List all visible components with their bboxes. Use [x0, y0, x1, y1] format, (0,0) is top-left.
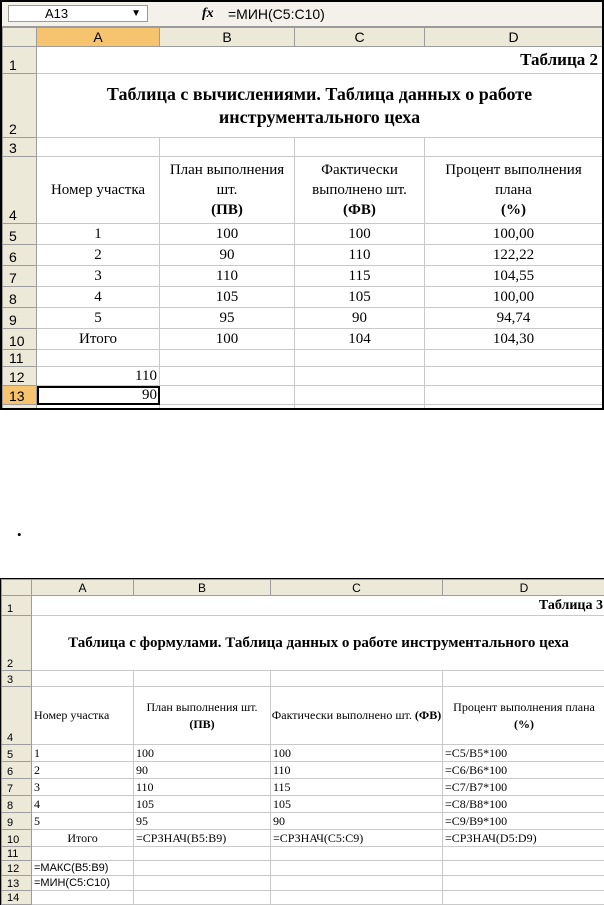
cell[interactable]: 105: [271, 796, 443, 813]
table-row: [3, 245, 603, 266]
column-header-c[interactable]: C: [295, 28, 425, 47]
cell[interactable]: [32, 847, 134, 861]
cell[interactable]: [295, 405, 425, 411]
row-header[interactable]: 8: [2, 796, 32, 813]
column-header-a[interactable]: A: [37, 28, 160, 47]
cell[interactable]: [425, 386, 603, 405]
row-header-11[interactable]: 11: [2, 847, 32, 861]
cell[interactable]: =C6/B6*100: [443, 762, 604, 779]
cell[interactable]: [295, 138, 425, 157]
cell[interactable]: =СРЗНАЧ(C5:C9): [271, 830, 443, 847]
cell[interactable]: [425, 138, 603, 157]
cell[interactable]: [160, 367, 295, 386]
cell[interactable]: 110: [295, 245, 425, 266]
table-row: [2, 745, 604, 762]
cell[interactable]: 90: [295, 308, 425, 329]
cell[interactable]: [443, 861, 604, 876]
row-header[interactable]: 9: [3, 308, 37, 329]
list-bullet: •: [17, 527, 22, 542]
cell[interactable]: [443, 876, 604, 891]
cell[interactable]: 100: [160, 329, 295, 350]
cell[interactable]: 90: [160, 245, 295, 266]
spreadsheet-formulas: [0, 578, 604, 905]
cell[interactable]: 3: [32, 779, 134, 796]
cell[interactable]: [37, 138, 160, 157]
header-percent-abbr: (%): [501, 202, 526, 218]
header-actual-text: Фактически выполнено шт.: [312, 162, 407, 198]
row-header-3[interactable]: 3: [2, 671, 32, 687]
table-row: [3, 329, 603, 350]
cell[interactable]: [271, 876, 443, 891]
cell[interactable]: 122,22: [425, 245, 603, 266]
cell[interactable]: [295, 350, 425, 367]
cell[interactable]: 104,30: [425, 329, 603, 350]
header-plan-abbr: (ПВ): [211, 202, 243, 218]
name-box[interactable]: [8, 5, 148, 22]
cell[interactable]: Итого: [37, 329, 160, 350]
cell[interactable]: [425, 350, 603, 367]
table-title[interactable]: Таблица с формулами. Таблица данных о работе инструментального цеха: [32, 616, 604, 671]
cell[interactable]: [37, 405, 160, 411]
cell[interactable]: [443, 671, 604, 687]
cell[interactable]: 2: [37, 245, 160, 266]
row-header[interactable]: 6: [2, 762, 32, 779]
table-row: [3, 224, 603, 245]
column-header-b[interactable]: B: [160, 28, 295, 47]
cell[interactable]: [160, 386, 295, 405]
row-header[interactable]: 5: [3, 224, 37, 245]
cell[interactable]: Итого: [32, 830, 134, 847]
column-header-d[interactable]: D: [443, 580, 604, 596]
row-header[interactable]: 10: [2, 830, 32, 847]
table-row: [3, 266, 603, 287]
cell[interactable]: =C7/B7*100: [443, 779, 604, 796]
cell[interactable]: 115: [295, 266, 425, 287]
cell[interactable]: [425, 367, 603, 386]
cell[interactable]: 105: [160, 287, 295, 308]
cell-a12[interactable]: =МАКС(B5:B9): [32, 861, 134, 876]
row-header-12[interactable]: 12: [2, 861, 32, 876]
column-header-b[interactable]: B: [134, 580, 271, 596]
cell[interactable]: 95: [160, 308, 295, 329]
row-header-2[interactable]: 2: [3, 74, 37, 138]
cell[interactable]: 94,74: [425, 308, 603, 329]
cell[interactable]: 90: [271, 813, 443, 830]
row-header-1[interactable]: 1: [3, 47, 37, 74]
cell[interactable]: 110: [134, 779, 271, 796]
cell[interactable]: 100: [271, 745, 443, 762]
row-header-4[interactable]: 4: [2, 687, 32, 745]
cell-grid: [2, 27, 603, 410]
cell[interactable]: 104,55: [425, 266, 603, 287]
table-title[interactable]: Таблица с вычислениями. Таблица данных о работе инструментального цеха: [37, 74, 603, 138]
table-row: [2, 830, 604, 847]
cell-a12[interactable]: 110: [37, 367, 160, 386]
cell[interactable]: [160, 138, 295, 157]
row-header-1[interactable]: 1: [2, 596, 32, 616]
cell[interactable]: 4: [32, 796, 134, 813]
row-header-4[interactable]: 4: [3, 157, 37, 224]
formula-bar: [2, 2, 602, 27]
header-percent[interactable]: [425, 157, 603, 224]
cell[interactable]: [271, 891, 443, 905]
cell[interactable]: [425, 405, 603, 411]
header-percent-text: Процент выполнения плана: [453, 699, 595, 714]
row-header-12[interactable]: 12: [3, 367, 37, 386]
cell[interactable]: 1: [37, 224, 160, 245]
header-actual[interactable]: [271, 687, 443, 745]
cell[interactable]: [271, 847, 443, 861]
cell[interactable]: [134, 891, 271, 905]
column-header-c[interactable]: C: [271, 580, 443, 596]
cell[interactable]: [271, 861, 443, 876]
row-header-partial[interactable]: [3, 405, 37, 411]
cell[interactable]: 90: [134, 762, 271, 779]
row-header-14[interactable]: 14: [2, 891, 32, 905]
row-header-2[interactable]: 2: [2, 616, 32, 671]
cell[interactable]: 100,00: [425, 287, 603, 308]
cell[interactable]: [295, 386, 425, 405]
cell[interactable]: [295, 367, 425, 386]
header-plan[interactable]: [134, 687, 271, 745]
cell[interactable]: [160, 350, 295, 367]
cell[interactable]: 100: [134, 745, 271, 762]
cell[interactable]: [134, 876, 271, 891]
cell[interactable]: =C9/B9*100: [443, 813, 604, 830]
cell[interactable]: 105: [295, 287, 425, 308]
table-row: [2, 796, 604, 813]
cell-a13[interactable]: =МИН(C5:C10): [32, 876, 134, 891]
row-header[interactable]: 9: [2, 813, 32, 830]
cell[interactable]: =C5/B5*100: [443, 745, 604, 762]
cell[interactable]: 105: [134, 796, 271, 813]
row-header[interactable]: 5: [2, 745, 32, 762]
cell[interactable]: [134, 671, 271, 687]
row-header-3[interactable]: 3: [3, 138, 37, 157]
cell[interactable]: 3: [37, 266, 160, 287]
header-plan[interactable]: [160, 157, 295, 224]
header-actual-text: Фактически выполнено шт.: [271, 708, 412, 722]
row-header[interactable]: 6: [3, 245, 37, 266]
cell[interactable]: 2: [32, 762, 134, 779]
row-header-13[interactable]: 13: [2, 876, 32, 891]
cell[interactable]: 115: [271, 779, 443, 796]
header-actual-abbr: (ФВ): [343, 202, 376, 218]
cell[interactable]: [37, 350, 160, 367]
table-row: [2, 813, 604, 830]
cell[interactable]: 100,00: [425, 224, 603, 245]
active-cell-a13[interactable]: 90: [37, 386, 160, 405]
table-row: [3, 287, 603, 308]
select-all-corner[interactable]: [3, 28, 37, 47]
header-percent-text: Процент выполнения плана: [445, 162, 582, 198]
header-plan-abbr: (ПВ): [189, 716, 215, 731]
formula-input[interactable]: =МИН(C5:C10): [228, 6, 325, 22]
cell[interactable]: =СРЗНАЧ(B5:B9): [134, 830, 271, 847]
cell[interactable]: [160, 405, 295, 411]
cell[interactable]: =C8/B8*100: [443, 796, 604, 813]
table-row: [3, 308, 603, 329]
column-header-a[interactable]: A: [32, 580, 134, 596]
cell[interactable]: 104: [295, 329, 425, 350]
cell[interactable]: 5: [37, 308, 160, 329]
header-plan-text: План выполнения шт.: [146, 699, 258, 714]
cell[interactable]: [443, 891, 604, 905]
header-actual[interactable]: [295, 157, 425, 224]
cell[interactable]: 100: [295, 224, 425, 245]
header-section-number[interactable]: Номер участка: [37, 157, 160, 224]
spreadsheet-calculations: [0, 0, 604, 410]
cell[interactable]: [134, 847, 271, 861]
row-header-13[interactable]: 13: [3, 386, 37, 405]
cell[interactable]: [32, 891, 134, 905]
cell[interactable]: 4: [37, 287, 160, 308]
header-actual-abbr: (ФВ): [414, 708, 442, 722]
table-row: [2, 779, 604, 796]
cell[interactable]: 1: [32, 745, 134, 762]
cell-grid: [1, 579, 604, 905]
header-plan-text: План выполнения шт.: [169, 162, 285, 198]
cell[interactable]: 110: [271, 762, 443, 779]
table-number-label[interactable]: Таблица 2: [37, 47, 603, 74]
fx-icon[interactable]: fx: [202, 6, 214, 21]
cell[interactable]: 100: [160, 224, 295, 245]
row-header[interactable]: 7: [2, 779, 32, 796]
cell[interactable]: [271, 671, 443, 687]
row-header[interactable]: 7: [3, 266, 37, 287]
cell[interactable]: 5: [32, 813, 134, 830]
table-number-label[interactable]: Таблица 3: [32, 596, 604, 616]
header-percent-abbr: (%): [514, 716, 534, 731]
cell[interactable]: [134, 861, 271, 876]
header-section-number[interactable]: Номер участка: [32, 687, 134, 745]
cell[interactable]: [443, 847, 604, 861]
name-box-value: A13: [45, 6, 69, 21]
cell[interactable]: [32, 671, 134, 687]
row-header[interactable]: 8: [3, 287, 37, 308]
dropdown-arrow-icon[interactable]: ▼: [131, 8, 141, 19]
header-percent[interactable]: [443, 687, 604, 745]
column-header-d[interactable]: D: [425, 28, 603, 47]
cell[interactable]: 95: [134, 813, 271, 830]
select-all-corner[interactable]: [2, 580, 32, 596]
cell[interactable]: =СРЗНАЧ(D5:D9): [443, 830, 604, 847]
cell[interactable]: 110: [160, 266, 295, 287]
row-header-11[interactable]: 11: [3, 350, 37, 367]
row-header[interactable]: 10: [3, 329, 37, 350]
table-row: [2, 762, 604, 779]
